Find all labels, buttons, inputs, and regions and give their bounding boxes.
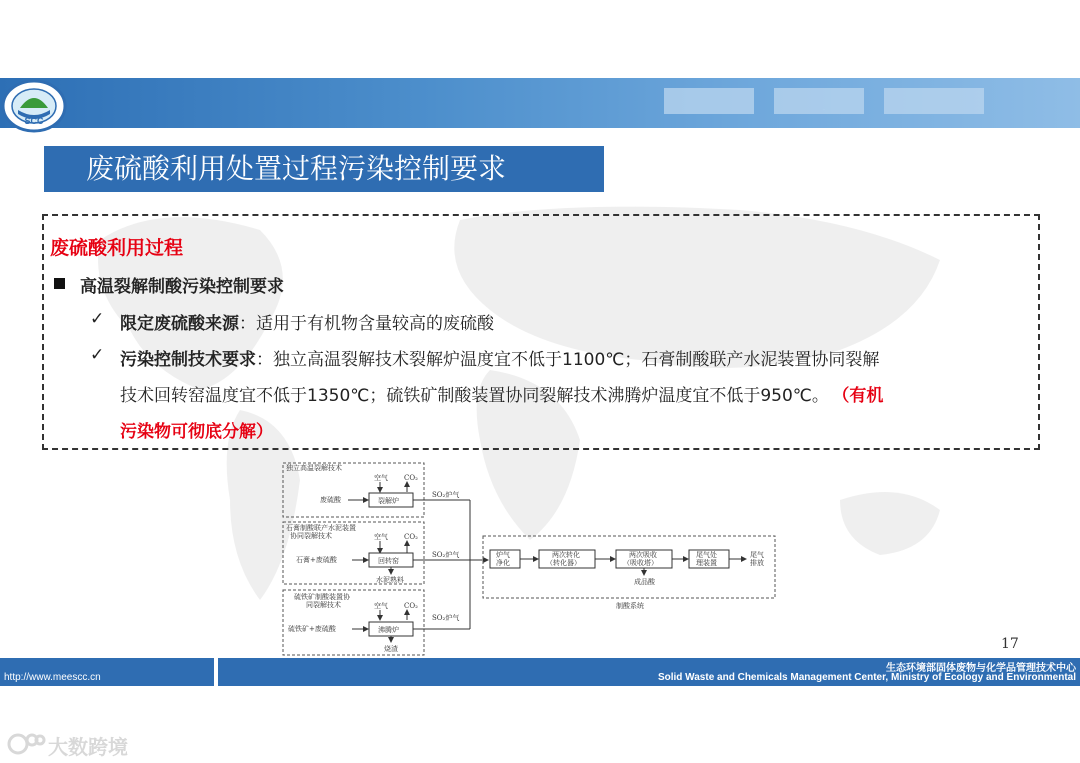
svg-text:独立高温裂解技术: 独立高温裂解技术	[286, 464, 342, 472]
svg-text:空气: 空气	[374, 533, 388, 541]
svg-text:SO₂炉气: SO₂炉气	[432, 491, 460, 499]
svg-text:尾气: 尾气	[750, 551, 764, 559]
svg-text:（转化器）: （转化器）	[546, 559, 581, 567]
svg-text:CO₂: CO₂	[404, 474, 418, 482]
page-number: 17	[1001, 636, 1019, 652]
svg-text:（吸收塔）: （吸收塔）	[623, 559, 658, 567]
svg-text:硫铁矿+废硫酸: 硫铁矿+废硫酸	[288, 625, 336, 633]
check1-line: 限定废硫酸来源：适用于有机物含量较高的废硫酸	[120, 314, 494, 334]
website-link[interactable]: http://www.meescc.cn	[4, 672, 101, 683]
svg-text:烧渣: 烧渣	[384, 645, 398, 653]
svg-text:石膏制酸联产水泥装置: 石膏制酸联产水泥装置	[286, 524, 356, 532]
scc-logo-icon	[0, 78, 72, 136]
svg-text:两次吸收: 两次吸收	[629, 551, 657, 559]
svg-text:两次转化: 两次转化	[552, 551, 580, 559]
svg-text:空气: 空气	[374, 602, 388, 610]
svg-text:裂解炉: 裂解炉	[378, 497, 399, 505]
svg-text:制酸系统: 制酸系统	[616, 602, 644, 610]
svg-text:空气: 空气	[374, 474, 388, 482]
svg-text:回转窑: 回转窑	[378, 557, 399, 565]
svg-text:SO₂炉气: SO₂炉气	[432, 614, 460, 622]
mee-banner-logo	[664, 88, 984, 114]
svg-text:CO₂: CO₂	[404, 533, 418, 541]
svg-text:石膏+废硫酸: 石膏+废硫酸	[296, 556, 337, 564]
svg-text:MEE: MEE	[822, 110, 826, 111]
svg-text:SO₂炉气: SO₂炉气	[432, 551, 460, 559]
svg-text:废硫酸: 废硫酸	[320, 496, 341, 504]
svg-text:同裂解技术: 同裂解技术	[306, 601, 341, 609]
check-icon: ✓	[90, 345, 105, 365]
svg-text:排放: 排放	[750, 559, 764, 567]
svg-text:CO₂: CO₂	[404, 602, 418, 610]
svg-text:尾气处: 尾气处	[696, 551, 717, 559]
footer-bar	[0, 658, 1080, 686]
svg-text:净化: 净化	[496, 559, 510, 567]
svg-text:协同裂解技术: 协同裂解技术	[290, 532, 332, 540]
svg-text:水泥熟料: 水泥熟料	[376, 576, 404, 584]
check2-line1: 污染控制技术要求：独立高温裂解技术裂解炉温度宜不低于1100℃；石膏制酸联产水泥装置协同裂解	[120, 350, 880, 370]
footer-right-panel	[218, 658, 1080, 686]
center-name-cn: 生态环境部固体废物与化学品管理技术中心	[886, 663, 1076, 674]
page-title: 废硫酸利用处置过程污染控制要求	[44, 146, 604, 192]
watermark	[6, 728, 146, 758]
svg-text:成品酸: 成品酸	[634, 578, 655, 586]
check2-line3: 污染物可彻底分解）	[120, 422, 273, 442]
svg-text:硫铁矿制酸装置协: 硫铁矿制酸装置协	[294, 593, 350, 601]
svg-text:炉气: 炉气	[496, 551, 510, 559]
section-heading: 废硫酸利用过程	[50, 237, 184, 259]
check2-line2: 技术回转窑温度宜不低于1350℃；硫铁矿制酸装置协同裂解技术沸腾炉温度宜不低于950℃。 （有机	[120, 386, 884, 406]
svg-text:理装置: 理装置	[696, 559, 717, 567]
process-flow-diagram	[280, 460, 780, 660]
footer-left-panel	[0, 658, 214, 686]
svg-text:沸腾炉: 沸腾炉	[378, 626, 399, 634]
watermark-text: 大数跨境	[48, 735, 128, 759]
center-name-en: Solid Waste and Chemicals Management Center, Ministry of Ecology and Environmental	[657, 672, 1076, 683]
check-icon: ✓	[90, 309, 105, 329]
watermark-logo-icon	[6, 730, 46, 758]
svg-text:SCC: SCC	[24, 116, 44, 126]
bullet-heading: 高温裂解制酸污染控制要求	[80, 277, 284, 297]
square-bullet-icon	[54, 278, 65, 289]
